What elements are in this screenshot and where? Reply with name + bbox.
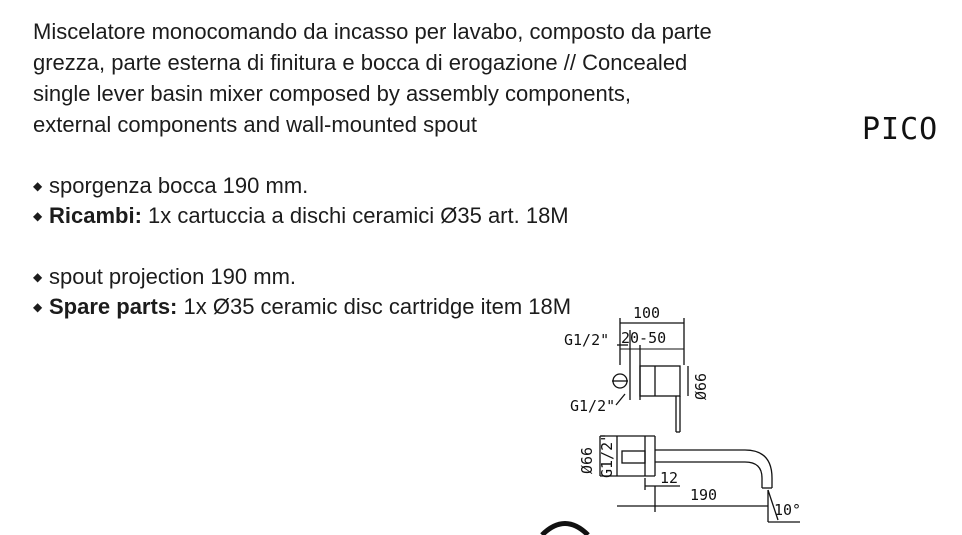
dim-label-20-50: 20-50: [621, 329, 667, 347]
dim-label-10deg: 10°: [774, 501, 802, 519]
dim-label-d66-side: Ø66: [578, 446, 596, 474]
bullet-text: 1x cartuccia a dischi ceramici Ø35 art. 18M: [141, 203, 569, 228]
bullet-text: 1x Ø35 ceramic disc cartridge item 18M: [177, 294, 572, 319]
bullet-bold-label: Spare parts:: [49, 294, 178, 319]
bullet-bold-label: Ricambi:: [49, 203, 142, 228]
description-line: grezza, parte esterna di finitura e bocca di erogazione // Concealed: [33, 50, 688, 75]
dim-label-100: 100: [633, 304, 661, 322]
bullet-text: spout projection 190 mm.: [49, 264, 297, 289]
diamond-bullet-icon: ◆: [33, 179, 43, 193]
description-line: Miscelatore monocomando da incasso per lavabo, composto da parte: [33, 19, 712, 44]
diamond-bullet-icon: ◆: [33, 209, 43, 223]
dim-label-g12-top: G1/2": [564, 331, 610, 349]
dim-label-g12-side: G1/2": [598, 432, 616, 478]
diamond-bullet-icon: ◆: [33, 270, 43, 284]
dim-label-d66-top: Ø66: [692, 372, 710, 400]
logo-partial-icon: [542, 524, 588, 535]
brand-name: PICO: [862, 112, 939, 147]
description-line: single lever basin mixer composed by assembly components,: [33, 81, 631, 106]
dim-label-12: 12: [660, 469, 679, 487]
dim-label-g12-bottom: G1/2": [570, 397, 616, 415]
dim-label-190: 190: [690, 486, 718, 504]
spout-side-view: [600, 436, 800, 522]
bullet-text: sporgenza bocca 190 mm.: [49, 173, 309, 198]
description-line: external components and wall-mounted spout: [33, 112, 477, 137]
diamond-bullet-icon: ◆: [33, 300, 43, 314]
